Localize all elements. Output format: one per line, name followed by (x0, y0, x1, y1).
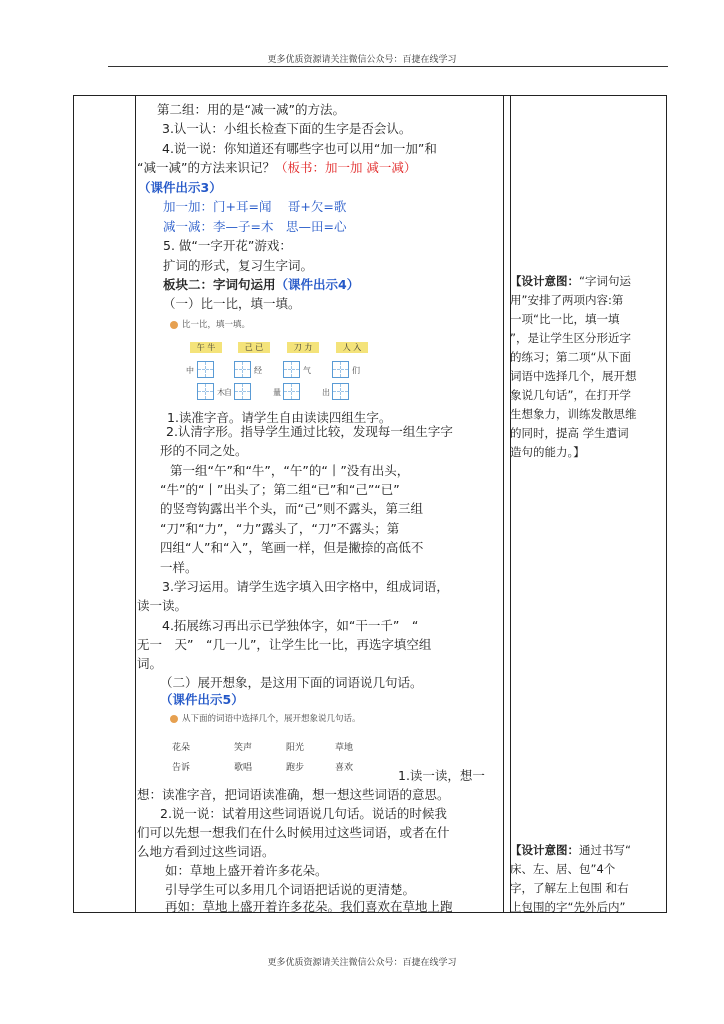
word-char: 中 (186, 366, 194, 375)
tian-grid-box[interactable] (197, 361, 214, 378)
word-char: 出 (322, 388, 330, 397)
bullet-icon (170, 321, 178, 329)
text-span: “字词句运 (579, 274, 631, 288)
text-line: 引导学生可以多用几个词语把话说的更清楚。 (165, 882, 416, 897)
side-line: 用”安排了两项内容:第 (510, 293, 624, 307)
side-line: 的同时，提高 学生遣词 (510, 426, 629, 440)
text-line: 么地方看到过这些词语。 (137, 844, 275, 859)
header-rule (108, 66, 668, 67)
figure-title (170, 318, 250, 330)
text-line: “牛”的“丨”出头了；第二组“已”和“己”“已” (160, 482, 400, 497)
page-footer: 更多优质资源请关注微信公众号：百捷在线学习 (267, 958, 457, 968)
word-item: 草地 (335, 743, 354, 753)
text-span: 通过书写“ (579, 843, 631, 857)
char-pair: 午 牛 (190, 342, 222, 353)
char-pair: 己 已 (238, 342, 270, 353)
word-item: 阳光 (286, 743, 305, 753)
word-char: 们 (352, 366, 360, 375)
side-line: 的练习；第二项“从下面 (510, 350, 631, 364)
text-line: 3.认一认：小组长检查下面的生字是否会认。 (162, 121, 412, 136)
board-note: （板书：加一加 减一减） (274, 160, 417, 175)
table-column-divider-3 (510, 96, 511, 912)
courseware-label: （课件出示4） (275, 277, 360, 292)
compare-fill-figure (170, 318, 380, 410)
design-intent-note (510, 272, 631, 291)
word-item: 告诉 (172, 763, 191, 773)
page-header: 更多优质资源请关注微信公众号：百捷在线学习 (267, 55, 457, 65)
text-line: 形的不同之处。 (160, 443, 248, 458)
side-line: 床、左、居、包”4个 (510, 862, 616, 876)
design-intent-note (510, 841, 631, 860)
side-line: 象说几句话”，在打开学 (510, 388, 631, 402)
text-line: （一）比一比，填一填。 (163, 296, 301, 311)
side-line: 字，了解左上包围 和右 (510, 881, 629, 895)
text-line: 们可以先想一想我们在什么时候用过这些词语，或者在什 (137, 825, 450, 840)
text-line: 5. 做“一字开花”游戏： (163, 238, 292, 253)
text-line: 再如：草地上盛开着许多花朵。我们喜欢在草地上跑 (165, 899, 453, 914)
tian-grid-box[interactable] (332, 361, 349, 378)
tian-grid-box[interactable] (197, 383, 214, 400)
tian-grid-box[interactable] (283, 383, 300, 400)
text-line: 加一加：门+耳=闻 哥+欠=歌 (163, 199, 347, 214)
word-char: 量 (273, 388, 281, 397)
text-line: “刀”和“力”，“力”露头了，“刀”不露头；第 (160, 521, 400, 536)
text-line: 一样。 (160, 560, 198, 575)
word-item: 笑声 (234, 743, 253, 753)
text-line: （二）展开想象，是这用下面的词语说几句话。 (160, 675, 423, 690)
courseware-label: （课件出示3） (138, 180, 222, 195)
word-char: 自 (224, 388, 232, 397)
text-line: 1.读准字音。请学生自由读读四组生字。 (167, 410, 392, 425)
section-heading (163, 276, 359, 293)
text-line: 无一 天” “几一儿”，让学生比一比，再选字填空组 (137, 637, 432, 652)
word-choice-figure (170, 712, 420, 772)
word-item: 喜欢 (335, 763, 354, 773)
side-line: 上包围的字“先外后内” (510, 900, 626, 914)
tian-grid-box[interactable] (283, 361, 300, 378)
text-line: 第二组：用的是“减一减”的方法。 (157, 102, 345, 117)
text-line: 读一读。 (137, 598, 188, 613)
text-line: 2.说一说：试着用这些词语说几句话。说话的时候我 (160, 806, 447, 821)
figure-title-text: 比一比，填一填。 (182, 320, 251, 330)
text-line: 词。 (137, 656, 163, 671)
design-intent-label: 【设计意图： (510, 843, 579, 857)
text-line: 第一组“午”和“牛”，“午”的“丨”没有出头， (170, 463, 410, 478)
word-char: 气 (303, 366, 311, 375)
text-span: 板块二：字词句运用 (163, 277, 276, 292)
design-intent-label: 【设计意图： (510, 274, 579, 288)
table-column-divider-2 (503, 96, 504, 912)
word-item: 歌唱 (234, 763, 253, 773)
text-line (137, 159, 416, 176)
side-line: 生想象力，训练发散思维 (510, 407, 637, 421)
side-line: 词语中选择几个，展开想 (510, 369, 637, 383)
text-line: 减一减：李—子=木 思—田=心 (163, 219, 347, 234)
tian-grid-box[interactable] (332, 383, 349, 400)
text-line: 1.读一读，想一 (398, 768, 485, 783)
figure-title (170, 712, 361, 724)
text-line: 4.说一说：你知道还有哪些字也可以用“加一加”和 (162, 141, 437, 156)
table-column-divider-1 (135, 96, 136, 912)
word-char: 木 (217, 388, 225, 397)
char-pair: 人 入 (336, 342, 368, 353)
text-line: 2.认清字形。指导学生通过比较，发现每一组生字字 (166, 424, 453, 439)
courseware-label: （课件出示5） (160, 692, 244, 707)
side-line: 造句的能力。】 (510, 445, 585, 459)
side-line: 一项“比一比，填一填 (510, 312, 620, 326)
side-line: ”，是让学生区分形近字 (510, 331, 631, 345)
text-line: 扩词的形式，复习生字词。 (163, 258, 314, 273)
text-line: 四组“人”和“入”，笔画一样，但是撇捺的高低不 (160, 540, 424, 555)
text-line: 4.拓展练习再出示已学独体字，如“干一千” “ (162, 618, 419, 633)
tian-grid-box[interactable] (234, 383, 251, 400)
text-line: 的竖弯钩露出半个头，而“己”则不露头，第三组 (160, 501, 423, 516)
figure-title-text: 从下面的词语中选择几个，展开想象说几句话。 (182, 714, 361, 724)
word-char: 经 (254, 366, 262, 375)
word-item: 跑步 (286, 763, 305, 773)
text-line: 3.学习运用。请学生选字填入田字格中，组成词语， (162, 579, 449, 594)
text-line: 想：读准字音，把词语读准确，想一想这些词语的意思。 (137, 787, 450, 802)
bullet-icon (170, 715, 178, 723)
tian-grid-box[interactable] (234, 361, 251, 378)
word-item: 花朵 (172, 743, 191, 753)
char-pair: 刀 力 (287, 342, 319, 353)
text-span: “减一减”的方法来识记？ (137, 160, 275, 175)
text-line: 如：草地上盛开着许多花朵。 (165, 863, 328, 878)
